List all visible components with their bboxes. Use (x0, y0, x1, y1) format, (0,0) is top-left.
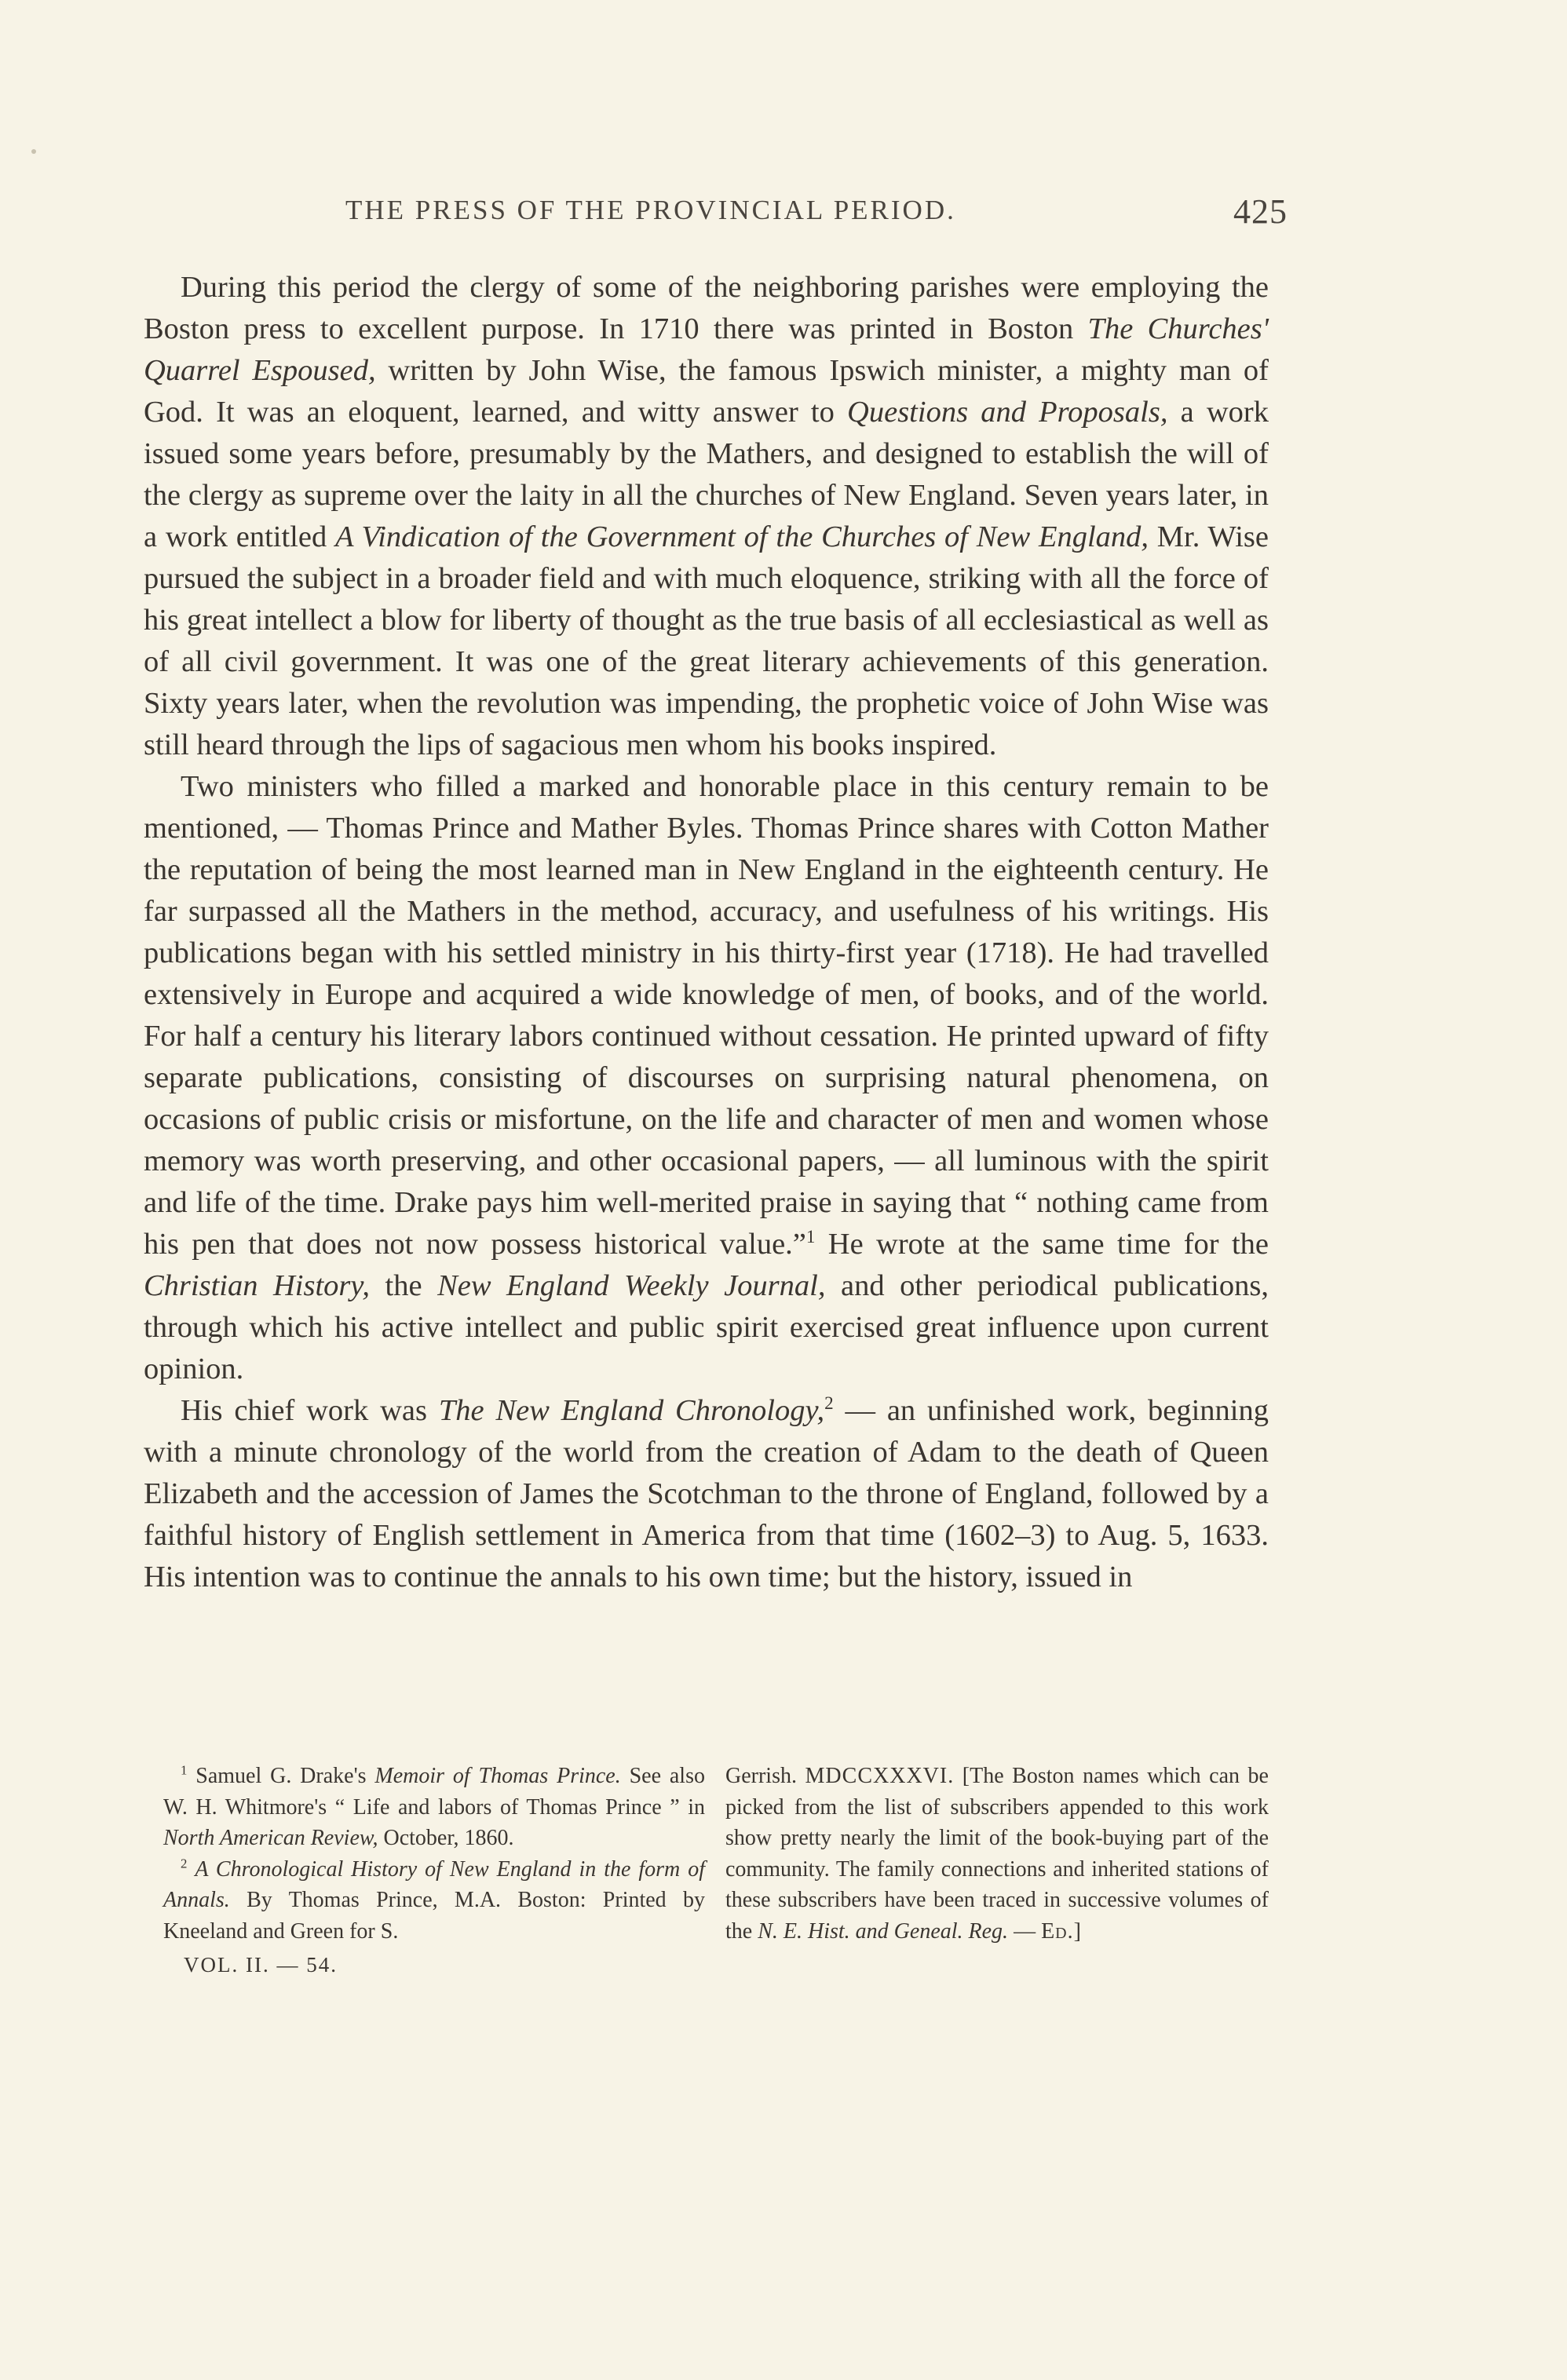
paragraph-1 (144, 267, 1269, 766)
text-run: [The Boston names which can be picked from the list of subscribers appended to this work show pretty nearly the limit of the book-buying part of the community. The family connections and inherited stations of these subscribers have been traced in successive volumes of the (725, 1764, 1269, 1944)
text-run: He wrote at the same time for the (815, 1228, 1269, 1261)
footnote-1 (163, 1761, 705, 1854)
footnotes (163, 1761, 1269, 1981)
running-head: THE PRESS OF THE PROVINCIAL PERIOD. (345, 195, 956, 225)
text-run: Mr. Wise pursued the subject in a broader field and with much eloquence, striking with all the force of his great intellect a blow for liberty of thought as the true basis of all ecclesiastical as well as of all civil government. It was one of the great literary achievements of this generation. Sixty years later, when the revolution was impending, the prophetic voice of John Wise was still heard through the lips of sagacious men whom his books inspired. (144, 520, 1269, 761)
book-title-chronology: The New England Chronology, (438, 1394, 825, 1427)
book-title-questions-proposals: Questions and Proposals, (847, 396, 1168, 429)
text-run: a work issued some years before, presumably by the Mathers, and designed to establish the will of the clergy as supreme over the laity in all the churches of New England. Seven years later, in a work entitled (144, 396, 1269, 553)
book-title-churches-quarrel: The Churches' Quarrel Espoused, (144, 312, 1269, 387)
body-text (144, 267, 1269, 1598)
paper-speck (31, 149, 36, 154)
text-run: During this period the clergy of some of the neighboring parishes were employing the Boston press to excellent purpose. In 1710 there was printed in Boston (144, 271, 1269, 345)
text-run: — an unfinished work, beginning with a minute chronology of the world from the creation of Adam to the death of Queen Elizabeth and the accession of James the Scotchman to the throne of England, followed by a faithful history of English settlement in America from that time (1602–3) to Aug. 5, 1633. His intention was to continue the annals to his own time; but the history, issued in (144, 1394, 1269, 1593)
page-number: 425 (1233, 192, 1288, 231)
footnote-ref-2: 2 (824, 1393, 834, 1414)
footnote-marker: 2 (181, 1856, 188, 1871)
roman-date: MDCCXXXVI. (805, 1764, 955, 1788)
text-run: Gerrish. (725, 1764, 805, 1788)
book-title-vindication: A Vindication of the Government of the Churches of New England, (334, 520, 1149, 553)
text-run: ] (1073, 1918, 1081, 1944)
footnote-title: A Chronological History of New England in the form of Annals. (163, 1856, 706, 1912)
text-run: October, 1860. (378, 1826, 514, 1850)
text-run: Samuel G. Drake's (187, 1764, 375, 1788)
footnote-2 (163, 1854, 705, 1947)
periodical-christian-history: Christian History, (144, 1269, 370, 1302)
periodical-weekly-journal: New England Weekly Journal, (437, 1269, 826, 1302)
page-header (345, 192, 1288, 239)
text-run: and other periodical publications, through which his active intellect and public spirit exercised great influence upon current opinion. (144, 1269, 1269, 1385)
text-run: the (370, 1269, 438, 1302)
footnote-ref-1: 1 (805, 1226, 816, 1247)
text-run: Two ministers who filled a marked and honorable place in this century remain to be mentioned, — Thomas Prince and Mather Byles. Thomas Prince shares with Cotton Mather the reputation of being the most learned man in New England in the eighteenth century. He far surpassed all the Mathers in the method, accuracy, and usefulness of his writings. His publications began with his settled ministry in his thirty-first year (1718). He had travelled extensively in Europe and acquired a wide knowledge of men, of books, and of the world. For half a century his literary labors continued without cessation. He printed upward of fifty separate publications, consisting of discourses on surprising natural phenomena, on occasions of public crisis or misfortune, on the life and character of men and women whose memory was worth preserving, and other occasional papers, — all luminous with the spirit and life of the time. Drake pays him well-merited praise in saying that “ nothing came from his pen that does not now possess historical value.” (144, 770, 1269, 1261)
footnote-column-right (725, 1761, 1269, 1981)
footnote-column-left (163, 1761, 705, 1981)
footnote-marker: 1 (181, 1762, 188, 1778)
footnote-2-continued (725, 1761, 1269, 1947)
text-run: — (1008, 1918, 1042, 1944)
text-run (187, 1857, 195, 1882)
editor-mark: Ed. (1041, 1918, 1074, 1944)
footnote-title: N. E. Hist. and Geneal. Reg. (758, 1918, 1009, 1944)
paragraph-2 (144, 766, 1269, 1390)
text-run: written by John Wise, the famous Ipswich minister, a mighty man of God. It was an eloquent, learned, and witty answer to (144, 354, 1269, 429)
text-run: His chief work was (181, 1394, 439, 1427)
text-run: See also W. H. Whitmore's “ Life and labors of Thomas Prince ” in (163, 1764, 705, 1820)
signature-mark: VOL. II. — 54. (184, 1953, 338, 1977)
paragraph-3 (144, 1390, 1269, 1598)
text-run: By Thomas Prince, M.A. Boston: Printed by Kneeland and Green for S. (163, 1888, 705, 1944)
footnote-title: Memoir of Thomas Prince. (374, 1764, 621, 1788)
footnote-title: North American Review, (163, 1826, 378, 1850)
